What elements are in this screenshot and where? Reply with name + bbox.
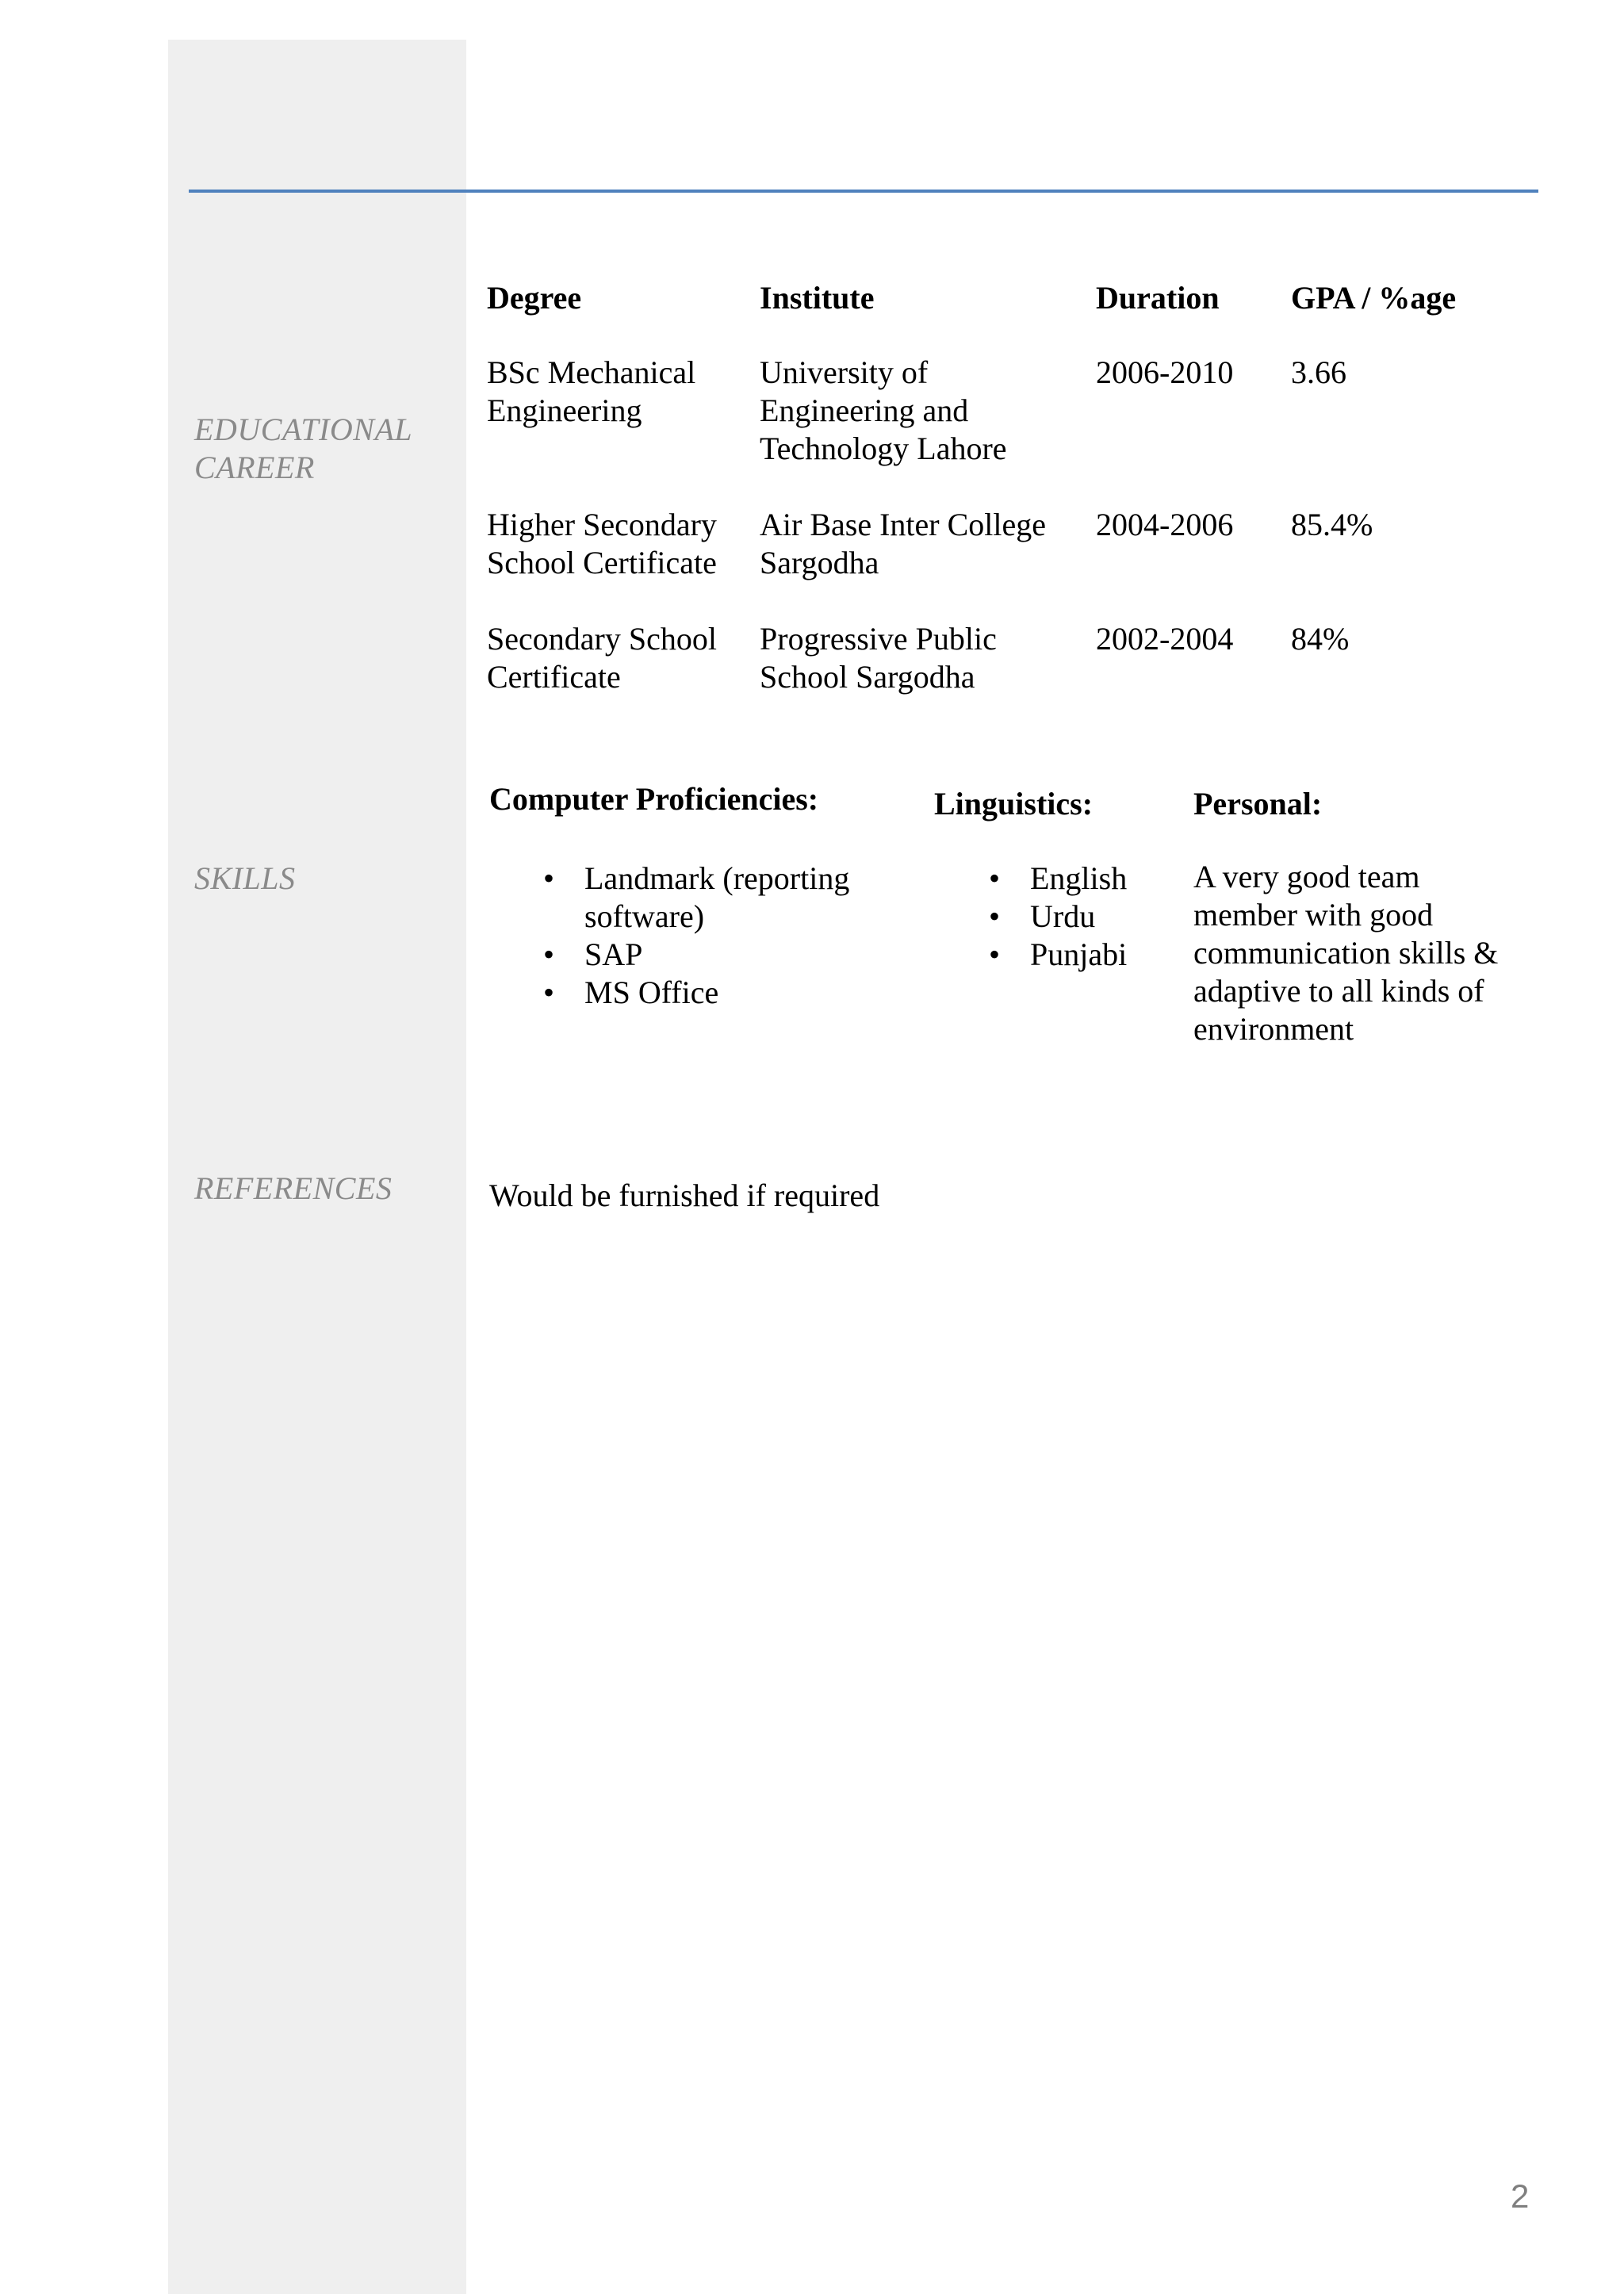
list-item [536,936,901,974]
list-item [982,898,1188,936]
bullet-icon: • [542,860,554,896]
bullet-icon: • [988,898,1000,934]
table-cell-duration: 2002-2004 [1096,621,1234,657]
table-header-institute: Institute [760,280,875,316]
section-label-references: REFERENCES [194,1170,393,1206]
bullet-icon: • [542,936,554,972]
bullet-icon: • [542,975,554,1010]
table-cell-gpa: 85.4% [1291,507,1373,542]
list-item-label: Urdu [1030,898,1096,934]
bullet-icon: • [988,860,1000,896]
left-sidebar-panel [168,40,466,2294]
list-item-label: Landmark (reporting software) [584,860,850,934]
table-cell-degree: Higher Secondary School Certificate [487,507,717,580]
references-text: Would be furnished if required [489,1178,880,1213]
skills-computer-heading: Computer Proficiencies: [489,781,819,817]
table-cell-duration: 2006-2010 [1096,354,1234,390]
list-item-label: English [1030,860,1128,896]
list-item-label: MS Office [584,975,719,1010]
list-item-label: SAP [584,936,643,972]
table-cell-institute: University of Engineering and Technology Lahore [760,354,1007,466]
list-item [982,860,1188,898]
table-header-degree: Degree [487,280,582,316]
list-item [982,936,1188,974]
table-cell-gpa: 3.66 [1291,354,1346,390]
table-cell-duration: 2004-2006 [1096,507,1234,542]
skills-personal-heading: Personal: [1193,786,1323,821]
list-item-label: Punjabi [1030,936,1128,972]
list-item [536,974,901,1012]
list-item [536,860,901,936]
section-label-education: EDUCATIONAL CAREER [194,412,412,485]
skills-computer-list [536,860,901,1012]
table-cell-degree: Secondary School Certificate [487,621,717,695]
skills-linguistics-list [982,860,1188,974]
section-label-skills: SKILLS [194,860,296,896]
page-number: 2 [1511,2177,1530,2215]
table-header-duration: Duration [1096,280,1220,316]
header-divider-rule [189,190,1538,193]
skills-personal-text: A very good team member with good communication skills & adaptive to all kinds of environment [1193,859,1499,1047]
table-cell-institute: Air Base Inter College Sargodha [760,507,1046,580]
table-cell-institute: Progressive Public School Sargodha [760,621,997,695]
table-cell-degree: BSc Mechanical Engineering [487,354,696,428]
table-header-gpa: GPA / %age [1291,280,1457,316]
bullet-icon: • [988,936,1000,972]
table-cell-gpa: 84% [1291,621,1350,657]
skills-linguistics-heading: Linguistics: [934,786,1094,821]
